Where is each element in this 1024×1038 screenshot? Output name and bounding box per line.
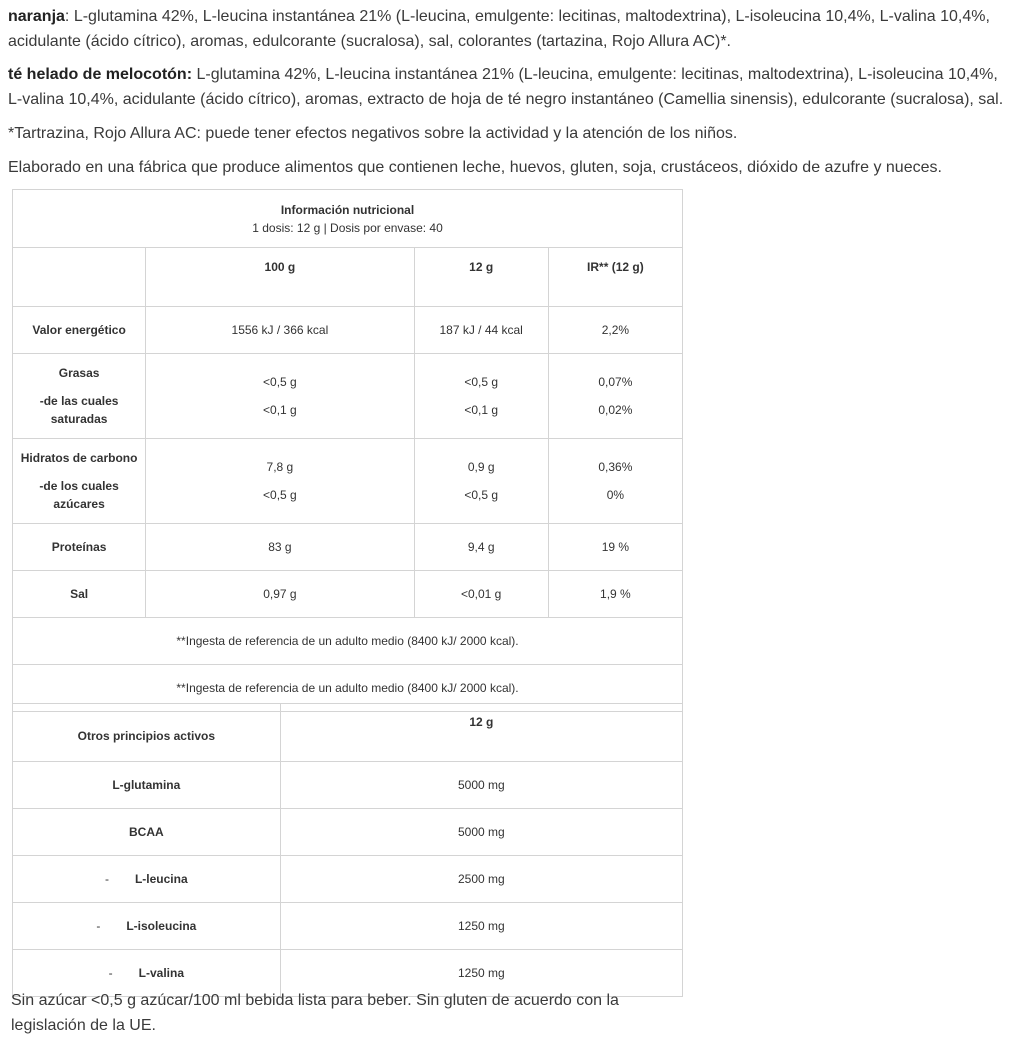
nutrition-table bbox=[12, 189, 683, 712]
protein-ir: 19 % bbox=[548, 524, 682, 571]
carbs-sub-label: -de los cuales azúcares bbox=[39, 479, 119, 511]
sugars-12g: <0,5 g bbox=[464, 488, 499, 502]
salt-12g: <0,01 g bbox=[414, 571, 548, 618]
list-dash: - bbox=[104, 872, 109, 886]
fat-100g-cell bbox=[146, 354, 414, 439]
active-row bbox=[13, 762, 683, 809]
nutrition-title-row bbox=[13, 190, 683, 248]
active-label-cell-isoleucina bbox=[13, 903, 281, 950]
nutrition-subtitle: 1 dosis: 12 g | Dosis por envase: 40 bbox=[252, 220, 443, 235]
fat-sat-12g: <0,1 g bbox=[464, 403, 499, 417]
carbs-label: Hidratos de carbono bbox=[20, 451, 138, 465]
list-dash: - bbox=[96, 919, 101, 933]
fat-label: Grasas bbox=[58, 366, 100, 380]
protein-row bbox=[13, 524, 683, 571]
header-ir: IR** (12 g) bbox=[548, 248, 682, 307]
active-value-glutamina: 5000 mg bbox=[280, 762, 682, 809]
energy-12g: 187 kJ / 44 kcal bbox=[414, 307, 548, 354]
ingredients-text-te-helado: L-glutamina 42%, L-leucina instantánea 21% (L-leucina, emulgente: lecitinas, maltodextrina), L-isoleucina 10,4%, L-valina 10,4%, acidulante (ácido cítrico), aromas, extracto de hoja de té negro instantáneo (Camellia sinensis), edulcorante (sucralosa), sal. bbox=[8, 66, 1004, 108]
active-label-cell-leucina bbox=[13, 856, 281, 903]
reference-intake-note-1: **Ingesta de referencia de un adulto medio (8400 kJ/ 2000 kcal). bbox=[13, 618, 683, 665]
footnote-row-1 bbox=[13, 618, 683, 665]
energy-row bbox=[13, 307, 683, 354]
energy-label: Valor energético bbox=[13, 307, 146, 354]
salt-100g: 0,97 g bbox=[146, 571, 414, 618]
fat-sat-100g: <0,1 g bbox=[263, 403, 297, 417]
active-header-row bbox=[13, 704, 683, 762]
fat-ir-cell bbox=[548, 354, 682, 439]
carbs-label-cell bbox=[13, 439, 146, 524]
ingredients-naranja bbox=[0, 0, 1024, 54]
fat-12g-cell bbox=[414, 354, 548, 439]
active-header-label: Otros principios activos bbox=[13, 704, 281, 762]
active-label-glutamina: L-glutamina bbox=[13, 762, 281, 809]
fat-12g: <0,5 g bbox=[464, 375, 499, 389]
fat-ir: 0,07% bbox=[598, 375, 633, 389]
protein-12g: 9,4 g bbox=[414, 524, 548, 571]
fat-row bbox=[13, 354, 683, 439]
active-header-value: 12 g bbox=[280, 704, 682, 762]
active-value-valina: 1250 mg bbox=[280, 950, 682, 997]
salt-ir: 1,9 % bbox=[548, 571, 682, 618]
active-value-leucina: 2500 mg bbox=[280, 856, 682, 903]
carbs-100g-cell bbox=[146, 439, 414, 524]
energy-100g: 1556 kJ / 366 kcal bbox=[146, 307, 414, 354]
active-label-valina: L-valina bbox=[138, 966, 184, 980]
energy-ir: 2,2% bbox=[548, 307, 682, 354]
active-label-isoleucina: L-isoleucina bbox=[126, 919, 197, 933]
protein-label: Proteínas bbox=[13, 524, 146, 571]
sugar-gluten-statement: Sin azúcar <0,5 g azúcar/100 ml bebida lista para beber. Sin gluten de acuerdo con la legislación de la UE. bbox=[11, 992, 619, 1034]
active-row bbox=[13, 856, 683, 903]
colorant-warning: *Tartrazina, Rojo Allura AC: puede tener efectos negativos sobre la actividad y la atención de los niños. bbox=[8, 125, 738, 142]
list-dash: - bbox=[108, 966, 113, 980]
carbs-row bbox=[13, 439, 683, 524]
reference-intake-note-2: **Ingesta de referencia de un adulto medio (8400 kJ/ 2000 kcal). bbox=[13, 665, 683, 712]
active-ingredients-table bbox=[12, 703, 683, 997]
sugars-100g: <0,5 g bbox=[263, 488, 297, 502]
ingredients-text-naranja: : L-glutamina 42%, L-leucina instantánea 21% (L-leucina, emulgente: lecitinas, maltodextrina), L-isoleucina 10,4%, L-valina 10,4%, acidulante (ácido cítrico), aromas, edulcorante (sucralosa), sal, colorantes (tartazina, Rojo Allura AC)*. bbox=[8, 8, 990, 50]
fat-sat-ir: 0,02% bbox=[598, 403, 633, 417]
ingredients-te-helado bbox=[0, 62, 1024, 112]
carbs-100g: 7,8 g bbox=[266, 460, 294, 474]
fat-label-cell bbox=[13, 354, 146, 439]
header-12g: 12 g bbox=[414, 248, 548, 307]
active-value-isoleucina: 1250 mg bbox=[280, 903, 682, 950]
allergen-notice: Elaborado en una fábrica que produce alimentos que contienen leche, huevos, gluten, soja, crustáceos, dióxido de azufre y nueces. bbox=[8, 159, 942, 176]
active-row bbox=[13, 903, 683, 950]
carbs-ir: 0,36% bbox=[598, 460, 633, 474]
active-label-leucina: L-leucina bbox=[134, 872, 188, 886]
nutrition-header-row bbox=[13, 248, 683, 307]
protein-100g: 83 g bbox=[146, 524, 414, 571]
active-row bbox=[13, 809, 683, 856]
carbs-12g-cell bbox=[414, 439, 548, 524]
flavor-label-naranja: naranja bbox=[8, 8, 65, 25]
flavor-label-te-helado: té helado de melocotón: bbox=[8, 66, 193, 83]
salt-label: Sal bbox=[13, 571, 146, 618]
fat-sub-label: -de las cuales saturadas bbox=[39, 394, 119, 426]
sugars-ir: 0% bbox=[606, 488, 625, 502]
salt-row bbox=[13, 571, 683, 618]
carbs-12g: 0,9 g bbox=[467, 460, 495, 474]
carbs-ir-cell bbox=[548, 439, 682, 524]
header-empty-cell bbox=[13, 248, 146, 307]
active-label-bcaa: BCAA bbox=[13, 809, 281, 856]
fat-100g: <0,5 g bbox=[263, 375, 297, 389]
active-value-bcaa: 5000 mg bbox=[280, 809, 682, 856]
nutrition-title: Información nutricional bbox=[280, 202, 415, 217]
header-100g: 100 g bbox=[146, 248, 414, 307]
